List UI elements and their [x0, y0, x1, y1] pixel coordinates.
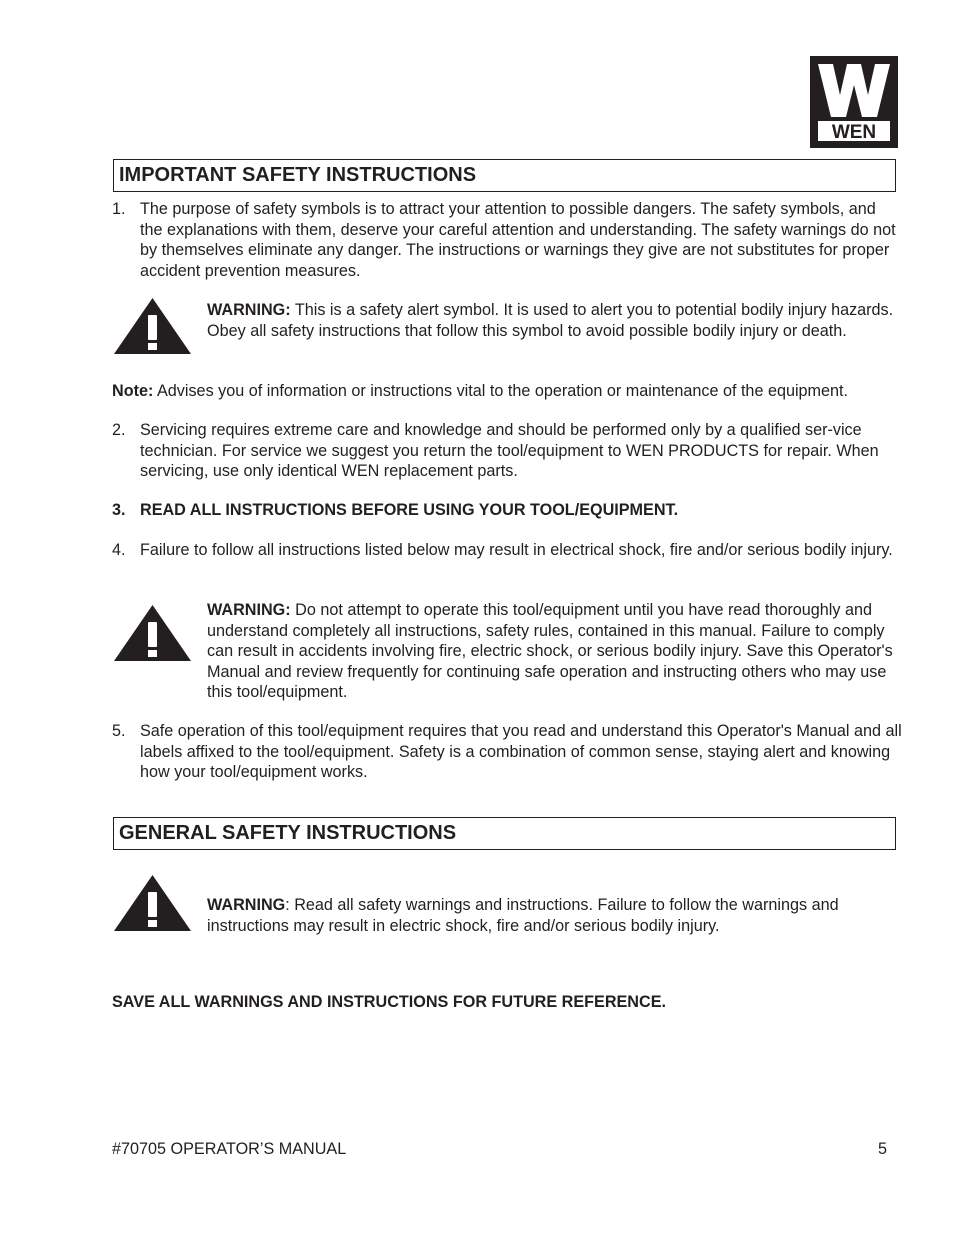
list-item — [112, 500, 902, 521]
warning-block — [207, 895, 902, 936]
warning-label: WARNING: — [207, 301, 291, 319]
warning-text: : Read all safety warnings and instructions. Failure to follow the warnings and instructions may result in electric shock, fire and/or serious bodily injury. — [207, 896, 839, 935]
item-number: 1. — [112, 200, 126, 218]
item-number: 2. — [112, 421, 126, 439]
item-number: 5. — [112, 722, 126, 740]
section-title: IMPORTANT SAFETY INSTRUCTIONS — [119, 164, 477, 186]
warning-triangle-icon — [113, 874, 192, 932]
item-text: The purpose of safety symbols is to attract your attention to possible dangers. The safety symbols, and the explanations with them, deserve your careful attention and understanding. The safety warnings do not by themselves eliminate any danger. The instructions or warnings they give are not substitutes for proper accident prevention measures. — [140, 200, 896, 280]
list-item — [112, 420, 902, 482]
section-header-important — [113, 159, 896, 192]
page-number: 5 — [877, 1140, 887, 1158]
warning-label: WARNING — [207, 896, 286, 914]
warning-triangle-icon — [113, 297, 192, 355]
warning-text: This is a safety alert symbol. It is used to alert you to potential bodily injury hazards. Obey all safety instructions that follow this symbol to avoid possible bodily injury or death. — [207, 301, 894, 340]
list-item — [112, 199, 902, 281]
item-text: Failure to follow all instructions listed below may result in electrical shock, fire and/or serious bodily injury. — [140, 541, 893, 559]
section-title: GENERAL SAFETY INSTRUCTIONS — [119, 822, 457, 844]
warning-text: Do not attempt to operate this tool/equipment until you have read thoroughly and understand completely all instructions, safety rules, contained in this manual. Failure to comply can result in accidents involving fire, electric shock, or serious bodily injury. Save this Operator's Manual and review frequently for continuing safe operation and instructing others who may use this tool/equipment. — [207, 601, 893, 701]
warning-block — [207, 600, 902, 703]
item-text: READ ALL INSTRUCTIONS BEFORE USING YOUR TOOL/EQUIPMENT. — [140, 501, 679, 519]
item-number: 4. — [112, 541, 126, 559]
warning-label: WARNING: — [207, 601, 291, 619]
item-text: Servicing requires extreme care and knowledge and should be performed only by a qualified ser-vice technician. For service we suggest you return the tool/equipment to WEN PRODUCTS for repair. When servicing, use only identical WEN replacement parts. — [140, 421, 879, 480]
list-item — [112, 540, 902, 561]
wen-logo-text: WEN — [831, 122, 877, 143]
item-number: 3. — [112, 501, 126, 519]
item-text: Safe operation of this tool/equipment requires that you read and understand this Operator's Manual and all labels affixed to the tool/equipment. Safety is a combination of common sense, staying alert and knowing how your tool/equipment works. — [140, 722, 902, 781]
warning-block — [207, 300, 902, 341]
note-text: Advises you of information or instructions vital to the operation or maintenance of the equipment. — [153, 382, 849, 400]
list-item — [112, 721, 902, 783]
note-label: Note: — [112, 382, 154, 400]
warning-triangle-icon — [113, 604, 192, 662]
section-header-general — [113, 817, 896, 850]
wen-logo-mark — [813, 59, 895, 145]
footer-manual-title: #70705 OPERATOR’S MANUAL — [112, 1140, 347, 1158]
note — [112, 381, 902, 402]
wen-logo — [810, 56, 898, 148]
save-notice: SAVE ALL WARNINGS AND INSTRUCTIONS FOR FUTURE REFERENCE. — [112, 993, 666, 1011]
